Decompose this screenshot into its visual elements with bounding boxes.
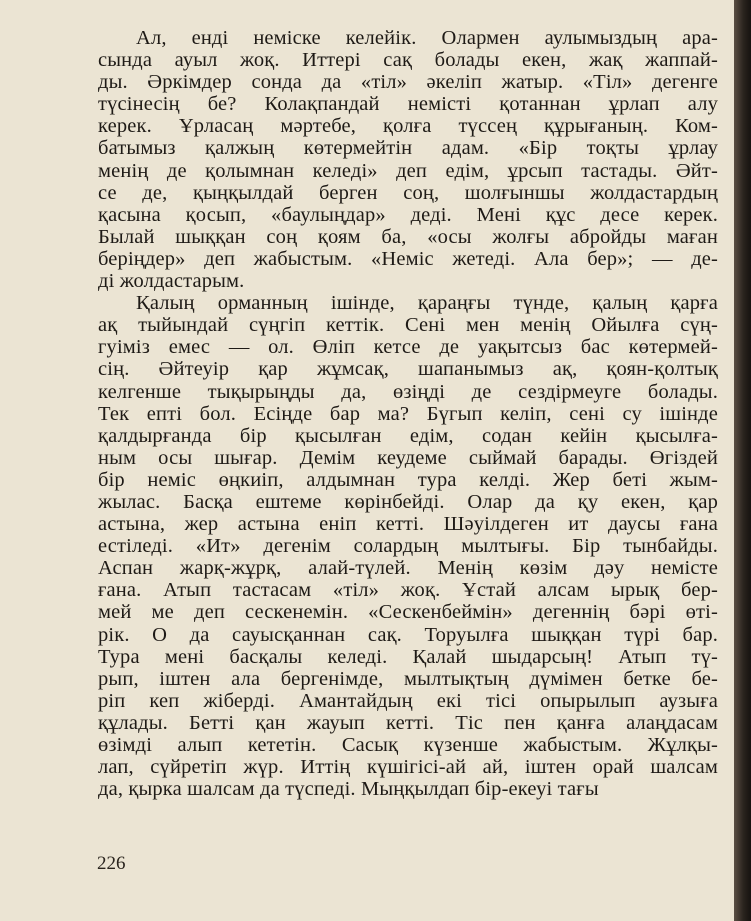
text-line: керек. Ұрласаң мәртебе, қолға түссең құрығаның. Ком- [98, 115, 718, 138]
text-line: гуіміз емес — ол. Өліп кетсе де уақытсыз бас көтермей- [98, 336, 718, 359]
text-line: рып, іштен ала бергенімде, мылтықтың дүмімен бетке бе- [98, 667, 718, 690]
book-spine-shadow [734, 0, 751, 921]
text-line: ақ тыйындай сүңгіп кеттік. Сені мен менің Ойылға сүң- [98, 314, 718, 337]
text-line: беріңдер» деп жабыстым. «Неміс жетеді. Ала бер»; — де- [98, 247, 718, 270]
text-line: қасына қосып, «баулыңдар» деді. Мені құс десе керек. [98, 203, 718, 226]
text-line: астына, жер астына еніп кетті. Шәуілдеген ит даусы ғана [98, 513, 718, 536]
text-line: ным осы шығар. Демім кеудеме сыймай барады. Өгіздей [98, 446, 718, 469]
body-text [98, 27, 718, 800]
text-line: рік. О да сауысқаннан сақ. Торуылға шыққан түрі бар. [98, 623, 718, 646]
text-line: да, қырка шалсам да түспеді. Мыңқылдап бір-екеуі тағы [98, 778, 599, 801]
text-line: батымыз қалжың көтермейтін адам. «Бір тоқты ұрлау [98, 137, 718, 160]
text-line: Ал, енді неміске келейік. Олармен аулымыздың ара- [136, 27, 718, 49]
text-line: Тура мені басқалы келеді. Қалай шыдарсың! Атып тү- [98, 645, 718, 668]
text-line: сің. Әйтеуір қар жұмсақ, шапанымыз ақ, қоян-қолтық [98, 358, 718, 381]
text-line: ріп кеп жіберді. Амантайдың екі тісі опырылып аузыға [98, 689, 718, 712]
text-line: Қалың орманның ішінде, қараңғы түнде, қалың қарға [136, 292, 718, 315]
text-line: қалдырғанда бір қысылған едім, содан кейін қысылға- [98, 424, 718, 447]
text-line: жылас. Басқа ештеме көрінбейді. Олар да қу екен, қар [98, 490, 718, 513]
text-line: менің де қолымнан келеді» деп едім, ұрсып тастады. Әйт- [98, 159, 718, 182]
text-line: се де, қыңқылдай берген соң, шолғыншы жолдастардың [98, 181, 718, 204]
text-line: өзімді алып кететін. Сасық күзенше жабыстым. Жұлқы- [98, 734, 718, 756]
text-line: құлады. Бетті қан жауып кетті. Тіс пен қанға алаңдасам [98, 711, 718, 734]
text-line: ғана. Атып тастасам «тіл» жоқ. Ұстай алсам ырық бер- [98, 579, 718, 602]
text-line: келгенше тықырыңды да, өзіңді де сездірмеуге болады. [98, 380, 718, 403]
text-line: түсінесің бе? Колақпандай немісті қотаннан ұрлап алу [98, 93, 718, 116]
text-line: Аспан жарқ-жұрқ, алай-түлей. Менің көзім дәу немісте [98, 557, 718, 580]
text-line: лап, сүйретіп жүр. Иттің күшігісі-ай ай, іштен орай шалсам [98, 756, 718, 779]
paragraph [98, 292, 718, 800]
text-line: естіледі. «Ит» дегенім солардың мылтығы. Бір тынбайды. [98, 535, 718, 558]
text-line: Былай шыққан соң қоям ба, «осы жолғы абройды маған [98, 225, 718, 248]
text-line: Тек епті бол. Есіңде бар ма? Бүгып келіп, сені су ішінде [98, 402, 718, 425]
page-number: 226 [97, 853, 126, 874]
text-line: ді жолдастарым. [98, 270, 245, 293]
paragraph [98, 27, 718, 292]
text-line: мей ме деп сескенемін. «Сескенбеймін» дегеннің бәрі өті- [98, 601, 718, 624]
text-line: бір неміс өңкиіп, алдымнан тура келді. Жер беті жым- [98, 468, 718, 491]
text-line: ды. Әркімдер сонда да «тіл» әкеліп жатыр. «Тіл» дегенге [98, 71, 718, 94]
text-line: сында ауыл жоқ. Иттері сақ болады екен, жақ жаппай- [98, 49, 718, 72]
